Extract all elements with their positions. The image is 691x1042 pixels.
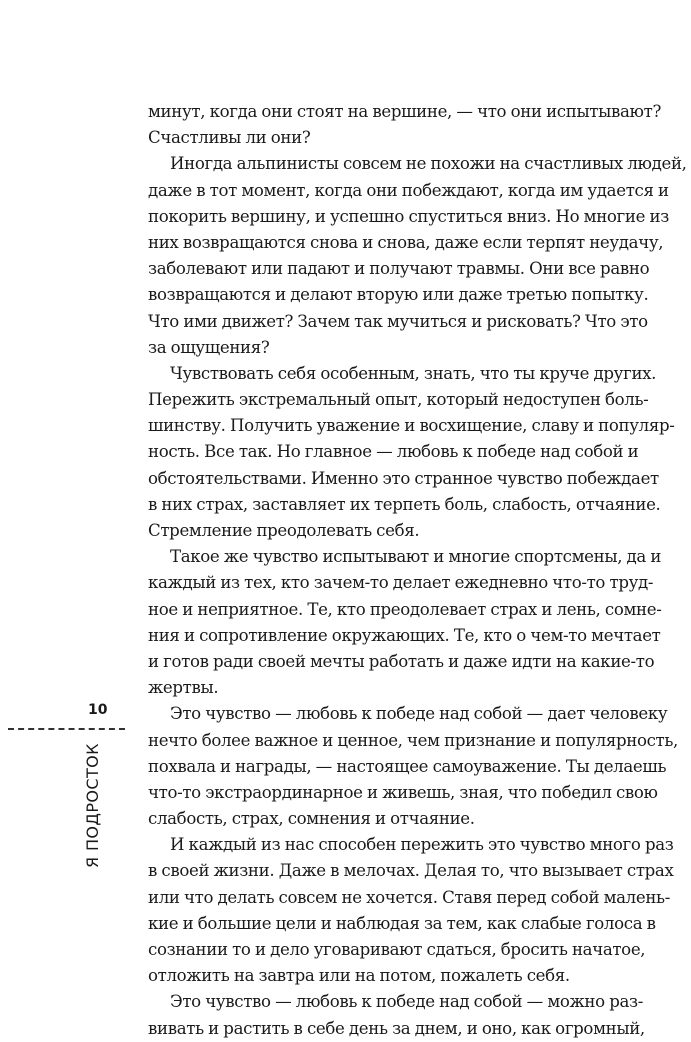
text-line: Иногда альпинисты совсем не похожи на счастливых людей, (170, 154, 687, 174)
page-number: 10 (88, 702, 108, 718)
text-line: Что ими движет? Зачем так мучиться и рисковать? Что это (148, 311, 648, 331)
text-line: даже в тот момент, когда они побеждают, когда им удается и (148, 180, 669, 200)
text-line: ния и сопротивление окружающих. Те, кто о чем-то мечтает (148, 625, 661, 645)
text-line: Пережить экстремальный опыт, который недоступен боль- (148, 390, 649, 410)
margin-dashed-rule (8, 728, 125, 730)
body-text (148, 99, 687, 1042)
text-line: Это чувство — любовь к победе над собой — можно раз- (170, 992, 643, 1012)
text-line: них возвращаются снова и снова, даже если терпят неудачу, (148, 232, 664, 252)
text-line: ность. Все так. Но главное — любовь к победе над собой и (148, 442, 639, 462)
text-line: или что делать совсем не хочется. Ставя перед собой малень- (148, 887, 670, 907)
text-line: в своей жизни. Даже в мелочах. Делая то, что вызывает страх (148, 861, 674, 881)
text-line: отложить на завтра или на потом, пожалеть себя. (148, 966, 570, 986)
text-line: заболевают или падают и получают травмы. Они все равно (148, 259, 650, 279)
text-line: сознании то и дело уговаривают сдаться, бросить начатое, (148, 940, 646, 959)
text-line: возвращаются и делают вторую или даже третью попытку. (148, 285, 649, 305)
text-line: жертвы. (148, 678, 219, 698)
text-line: покорить вершину, и успешно спуститься вниз. Но многие из (148, 206, 669, 226)
text-line: Такое же чувство испытывают и многие спортсмены, да и (170, 547, 662, 567)
text-line: Это чувство — любовь к победе над собой — дает человеку (170, 704, 668, 724)
text-line: Чувствовать себя особенным, знать, что ты круче других. (170, 363, 657, 383)
text-line: нечто более важное и ценное, чем признание и популярность, (148, 730, 678, 750)
text-line: за ощущения? (148, 337, 270, 357)
text-line: и готов ради своей мечты работать и даже идти на какие-то (148, 651, 655, 671)
text-line: минут, когда они стоят на вершине, — что они испытывают? (148, 102, 661, 121)
text-line: Стремление преодолевать себя. (148, 521, 420, 540)
text-line: кие и большие цели и наблюдая за тем, как слабые голоса в (148, 913, 656, 933)
text-line: И каждый из нас способен пережить это чувство много раз (170, 835, 674, 855)
text-line: вивать и растить в себе день за днем, и оно, как огромный, (148, 1018, 645, 1038)
text-line: обстоятельствами. Именно это странное чувство побеждает (148, 468, 659, 488)
text-line: шинству. Получить уважение и восхищение, славу и популяр- (148, 416, 675, 436)
text-line: похвала и награды, — настоящее самоуважение. Ты делаешь (148, 756, 667, 776)
text-line: каждый из тех, кто зачем-то делает ежедневно что-то труд- (148, 573, 654, 593)
text-line: Счастливы ли они? (148, 128, 311, 148)
text-line: ное и неприятное. Те, кто преодолевает страх и лень, сомне- (148, 599, 662, 619)
running-head: Я ПОДРОСТОК (83, 743, 102, 868)
text-line: что-то экстраординарное и живешь, зная, что победил свою (148, 782, 658, 802)
text-line: слабость, страх, сомнения и отчаяние. (148, 809, 475, 829)
text-line: в них страх, заставляет их терпеть боль, слабость, отчаяние. (148, 494, 661, 514)
